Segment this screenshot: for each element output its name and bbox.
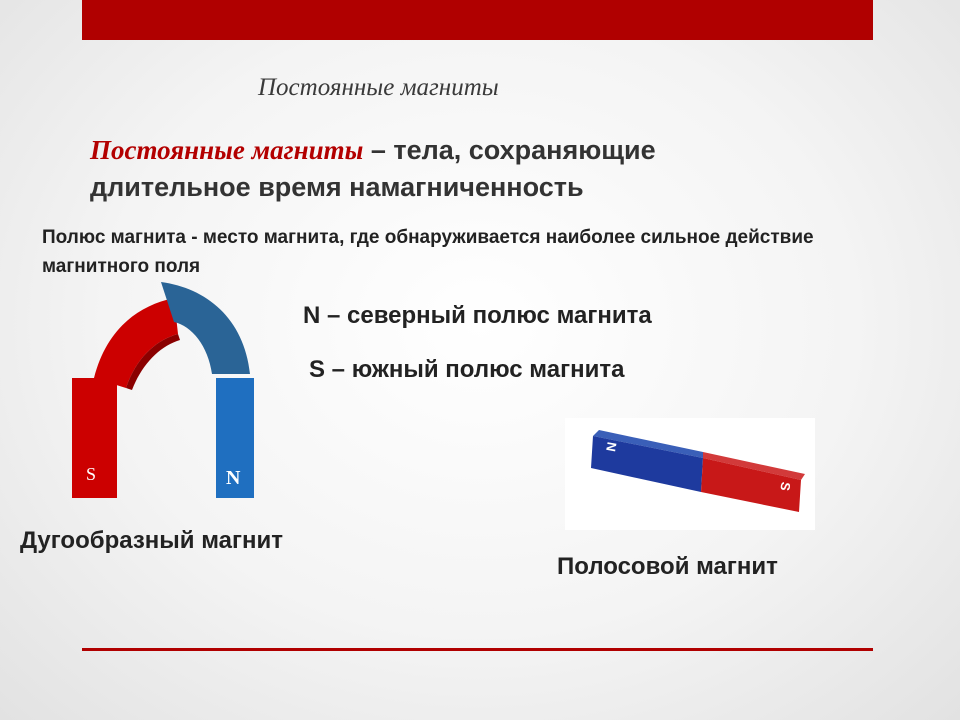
horseshoe-caption: Дугообразный магнит: [20, 527, 283, 554]
north-pole-text: N – северный полюс магнита: [303, 302, 652, 329]
bar-magnet-svg: [565, 418, 815, 530]
top-accent-bar: [82, 0, 873, 40]
horseshoe-south-label: S: [86, 464, 97, 484]
bottom-accent-line: [82, 648, 873, 651]
definition-rest: – тела, сохраняющие длительное время намагниченность: [90, 135, 656, 202]
bar-magnet-image: [565, 418, 815, 530]
horseshoe-north-label: N: [226, 467, 241, 489]
south-pole-text: S – южный полюс магнита: [309, 356, 625, 383]
bar-north-label: N: [603, 440, 620, 453]
bar-caption: Полосовой магнит: [557, 553, 778, 580]
horseshoe-magnet-image: [66, 276, 266, 502]
pole-definition: Полюс магнита - место магнита, где обнаруживается наиболее сильное действие магнитного поля: [42, 227, 814, 277]
slide-subtitle: Постоянные магниты: [258, 74, 499, 101]
definition-text: [90, 132, 810, 206]
bar-south-label: S: [777, 480, 794, 492]
definition-term: Постоянные магниты: [90, 135, 364, 165]
